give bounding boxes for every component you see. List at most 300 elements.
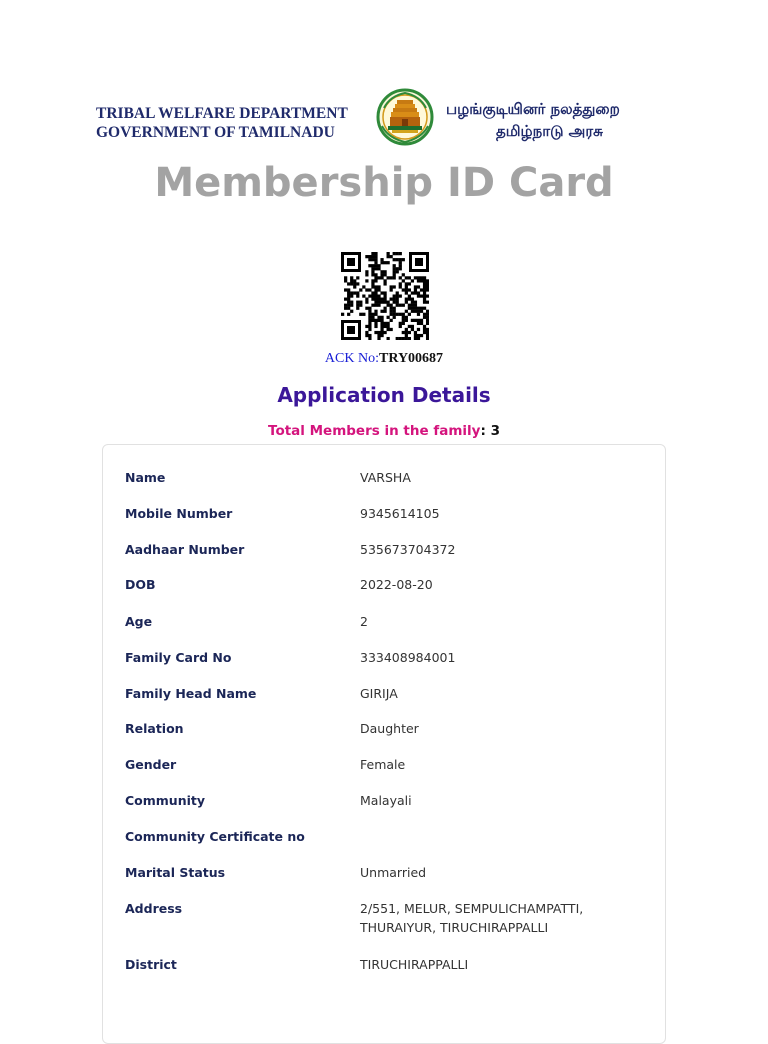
- qr-module: [426, 316, 429, 319]
- qr-module: [344, 304, 347, 307]
- qr-module: [399, 264, 402, 267]
- qr-module: [426, 313, 429, 316]
- qr-module: [423, 288, 426, 291]
- qr-module: [414, 285, 417, 288]
- detail-value: Unmarried: [360, 865, 427, 880]
- qr-module: [405, 288, 408, 291]
- qr-module: [371, 285, 374, 288]
- qr-module: [414, 291, 417, 294]
- qr-module: [399, 252, 402, 255]
- qr-module: [383, 307, 386, 310]
- detail-label: Name: [125, 470, 166, 485]
- qr-module: [350, 291, 353, 294]
- qr-module: [377, 294, 380, 297]
- qr-module: [390, 328, 393, 331]
- detail-value: 2022-08-20: [360, 577, 433, 592]
- qr-module: [405, 310, 408, 313]
- qr-module: [393, 316, 396, 319]
- qr-module: [374, 273, 377, 276]
- detail-value: 2: [360, 614, 368, 629]
- qr-module: [374, 291, 377, 294]
- qr-module: [396, 304, 399, 307]
- qr-module: [426, 319, 429, 322]
- qr-module: [423, 313, 426, 316]
- qr-module: [368, 313, 371, 316]
- qr-module: [426, 301, 429, 304]
- qr-module: [411, 304, 414, 307]
- qr-module: [399, 294, 402, 297]
- qr-module: [402, 304, 405, 307]
- qr-module: [390, 276, 393, 279]
- qr-module: [405, 276, 408, 279]
- qr-module: [374, 325, 377, 328]
- qr-module: [426, 282, 429, 285]
- qr-module: [377, 285, 380, 288]
- qr-module: [374, 285, 377, 288]
- qr-module: [405, 319, 408, 322]
- qr-module: [371, 255, 374, 258]
- qr-module: [368, 288, 371, 291]
- qr-module: [380, 334, 383, 337]
- qr-module: [344, 298, 347, 301]
- detail-label: DOB: [125, 577, 156, 592]
- qr-module: [365, 331, 368, 334]
- qr-module: [347, 288, 350, 291]
- qr-module: [365, 273, 368, 276]
- qr-module: [374, 319, 377, 322]
- qr-module: [350, 282, 353, 285]
- qr-module: [402, 322, 405, 325]
- qr-module: [426, 285, 429, 288]
- qr-module: [374, 264, 377, 267]
- application-details-heading: Application Details: [277, 383, 491, 407]
- tamilnadu-emblem-icon: [376, 86, 434, 148]
- detail-label: Address: [125, 901, 183, 916]
- qr-module: [374, 258, 377, 261]
- qr-module: [374, 276, 377, 279]
- qr-module: [393, 264, 396, 267]
- qr-module: [396, 313, 399, 316]
- qr-module: [371, 258, 374, 261]
- qr-module: [380, 328, 383, 331]
- qr-module: [368, 258, 371, 261]
- qr-module: [387, 301, 390, 304]
- qr-module: [402, 331, 405, 334]
- qr-code-icon: [341, 252, 429, 340]
- qr-module: [387, 261, 390, 264]
- qr-module: [405, 285, 408, 288]
- qr-module: [408, 298, 411, 301]
- qr-module: [414, 331, 417, 334]
- qr-module: [347, 304, 350, 307]
- qr-module: [396, 252, 399, 255]
- qr-module: [417, 276, 420, 279]
- qr-module: [393, 258, 396, 261]
- qr-module: [408, 294, 411, 297]
- qr-module: [405, 291, 408, 294]
- qr-module: [365, 270, 368, 273]
- qr-module: [393, 313, 396, 316]
- qr-module: [353, 282, 356, 285]
- qr-module: [371, 270, 374, 273]
- qr-module: [399, 325, 402, 328]
- qr-module: [417, 310, 420, 313]
- qr-module: [383, 270, 386, 273]
- qr-module: [402, 316, 405, 319]
- qr-module: [383, 325, 386, 328]
- qr-module: [380, 331, 383, 334]
- qr-module: [402, 288, 405, 291]
- qr-module: [377, 276, 380, 279]
- qr-module: [380, 270, 383, 273]
- qr-module: [390, 310, 393, 313]
- qr-module: [362, 294, 365, 297]
- department-line: TRIBAL WELFARE DEPARTMENT: [96, 105, 348, 122]
- qr-module: [423, 282, 426, 285]
- qr-module: [380, 273, 383, 276]
- qr-module: [402, 319, 405, 322]
- qr-module: [377, 304, 380, 307]
- total-members: [0, 423, 768, 439]
- qr-module: [417, 291, 420, 294]
- qr-module: [405, 331, 408, 334]
- qr-module: [393, 285, 396, 288]
- qr-module: [405, 337, 408, 340]
- qr-module: [344, 279, 347, 282]
- detail-value: GIRIJA: [360, 686, 398, 701]
- qr-module: [344, 288, 347, 291]
- qr-module: [417, 313, 420, 316]
- qr-module: [362, 285, 365, 288]
- qr-module: [374, 294, 377, 297]
- qr-module: [374, 331, 377, 334]
- detail-value: Daughter: [360, 721, 419, 736]
- qr-module: [399, 276, 402, 279]
- qr-module: [390, 313, 393, 316]
- qr-module: [423, 328, 426, 331]
- qr-module: [380, 258, 383, 261]
- qr-module: [356, 291, 359, 294]
- qr-module: [399, 258, 402, 261]
- qr-module: [380, 291, 383, 294]
- qr-module: [359, 288, 362, 291]
- qr-module: [371, 279, 374, 282]
- qr-module: [356, 282, 359, 285]
- qr-module: [371, 304, 374, 307]
- qr-module: [356, 304, 359, 307]
- detail-label: Aadhaar Number: [125, 542, 245, 557]
- qr-module: [399, 322, 402, 325]
- qr-module: [377, 337, 380, 340]
- qr-module: [423, 307, 426, 310]
- qr-module: [414, 304, 417, 307]
- qr-module: [426, 337, 429, 340]
- qr-module: [414, 319, 417, 322]
- qr-module: [426, 279, 429, 282]
- qr-module: [399, 304, 402, 307]
- qr-module: [420, 307, 423, 310]
- department-name-english: [96, 104, 368, 142]
- qr-module: [371, 252, 374, 255]
- qr-module: [353, 291, 356, 294]
- qr-module: [393, 273, 396, 276]
- qr-module: [359, 301, 362, 304]
- qr-module: [423, 294, 426, 297]
- qr-module: [371, 267, 374, 270]
- qr-module: [390, 255, 393, 258]
- qr-module: [396, 337, 399, 340]
- qr-module: [368, 316, 371, 319]
- qr-module: [359, 304, 362, 307]
- qr-module: [411, 310, 414, 313]
- qr-module: [396, 294, 399, 297]
- qr-module: [359, 313, 362, 316]
- qr-module: [377, 301, 380, 304]
- detail-value: VARSHA: [360, 470, 411, 485]
- details-card: [102, 444, 666, 1044]
- qr-module: [380, 310, 383, 313]
- qr-module: [390, 298, 393, 301]
- qr-module: [387, 337, 390, 340]
- qr-module: [393, 298, 396, 301]
- qr-module: [390, 288, 393, 291]
- qr-module: [365, 288, 368, 291]
- qr-module: [417, 285, 420, 288]
- qr-module: [426, 334, 429, 337]
- department-line-tamil: பழங்குடியினர் நலத்துறை: [446, 100, 620, 118]
- qr-module: [347, 313, 350, 316]
- qr-module: [347, 294, 350, 297]
- qr-module: [374, 279, 377, 282]
- qr-module: [374, 261, 377, 264]
- qr-module: [387, 322, 390, 325]
- government-line-tamil: தமிழ்நாடு அரசு: [496, 122, 603, 140]
- qr-module: [380, 301, 383, 304]
- ack-value: TRY00687: [378, 351, 444, 366]
- government-line: GOVERNMENT OF TAMILNADU: [96, 124, 335, 141]
- qr-module: [368, 328, 371, 331]
- qr-module: [353, 285, 356, 288]
- qr-module: [368, 307, 371, 310]
- qr-module: [423, 285, 426, 288]
- qr-module: [383, 294, 386, 297]
- qr-module: [402, 337, 405, 340]
- qr-module: [393, 267, 396, 270]
- qr-module: [374, 267, 377, 270]
- qr-module: [387, 255, 390, 258]
- qr-module: [393, 301, 396, 304]
- qr-module: [356, 307, 359, 310]
- qr-module: [377, 334, 380, 337]
- detail-label: Age: [125, 614, 153, 629]
- qr-module: [383, 279, 386, 282]
- qr-module: [405, 328, 408, 331]
- qr-module: [374, 298, 377, 301]
- detail-label: Family Head Name: [125, 686, 257, 701]
- qr-module: [374, 322, 377, 325]
- qr-module: [417, 279, 420, 282]
- qr-module: [377, 331, 380, 334]
- qr-module: [383, 322, 386, 325]
- qr-module: [344, 276, 347, 279]
- qr-module: [380, 319, 383, 322]
- detail-value: 535673704372: [360, 542, 456, 557]
- qr-module: [414, 334, 417, 337]
- qr-module: [393, 294, 396, 297]
- qr-module: [387, 325, 390, 328]
- qr-module: [374, 313, 377, 316]
- qr-module: [411, 279, 414, 282]
- qr-module: [408, 304, 411, 307]
- qr-module: [347, 291, 350, 294]
- qr-module: [402, 313, 405, 316]
- qr-module: [368, 319, 371, 322]
- qr-module: [408, 313, 411, 316]
- qr-module: [414, 337, 417, 340]
- qr-module: [380, 261, 383, 264]
- qr-module: [368, 255, 371, 258]
- qr-module: [383, 298, 386, 301]
- qr-module: [426, 310, 429, 313]
- qr-module: [390, 304, 393, 307]
- qr-module: [362, 313, 365, 316]
- qr-module: [411, 328, 414, 331]
- qr-module: [350, 301, 353, 304]
- qr-module: [399, 267, 402, 270]
- qr-module: [405, 301, 408, 304]
- qr-module: [368, 322, 371, 325]
- qr-module: [387, 252, 390, 255]
- qr-module: [371, 294, 374, 297]
- qr-module: [347, 307, 350, 310]
- qr-module: [374, 288, 377, 291]
- qr-module: [426, 294, 429, 297]
- qr-module: [356, 294, 359, 297]
- detail-label: Marital Status: [125, 865, 226, 880]
- qr-module: [393, 307, 396, 310]
- qr-module: [377, 298, 380, 301]
- qr-module: [396, 258, 399, 261]
- qr-module: [399, 337, 402, 340]
- qr-module: [411, 307, 414, 310]
- qr-module: [414, 310, 417, 313]
- qr-module: [399, 285, 402, 288]
- qr-module: [347, 298, 350, 301]
- qr-module: [408, 307, 411, 310]
- qr-module: [374, 255, 377, 258]
- qr-module: [371, 273, 374, 276]
- qr-module: [350, 304, 353, 307]
- qr-module: [426, 328, 429, 331]
- department-name-tamil: [446, 98, 686, 142]
- qr-module: [383, 273, 386, 276]
- qr-module: [408, 331, 411, 334]
- qr-module: [387, 328, 390, 331]
- detail-label: Mobile Number: [125, 506, 233, 521]
- qr-module: [371, 291, 374, 294]
- qr-module: [399, 282, 402, 285]
- qr-module: [383, 291, 386, 294]
- qr-module: [365, 334, 368, 337]
- qr-module: [383, 301, 386, 304]
- qr-module: [426, 331, 429, 334]
- qr-module: [368, 264, 371, 267]
- qr-module: [393, 310, 396, 313]
- qr-module: [380, 316, 383, 319]
- qr-module: [387, 316, 390, 319]
- qr-module: [399, 261, 402, 264]
- qr-module: [371, 316, 374, 319]
- detail-label: Family Card No: [125, 650, 232, 665]
- qr-module: [356, 276, 359, 279]
- qr-module: [347, 301, 350, 304]
- qr-module: [396, 298, 399, 301]
- qr-module: [377, 288, 380, 291]
- qr-module: [353, 279, 356, 282]
- acknowledgement-number: [0, 351, 768, 367]
- qr-module: [377, 316, 380, 319]
- total-members-separator: :: [480, 423, 491, 439]
- qr-module: [417, 328, 420, 331]
- qr-module: [423, 291, 426, 294]
- qr-module: [420, 310, 423, 313]
- qr-module: [423, 301, 426, 304]
- total-members-label: Total Members in the family: [268, 423, 481, 439]
- qr-module: [380, 276, 383, 279]
- qr-module: [374, 252, 377, 255]
- detail-value: 9345614105: [360, 506, 440, 521]
- qr-module: [393, 252, 396, 255]
- qr-module: [347, 282, 350, 285]
- qr-module: [371, 264, 374, 267]
- qr-module: [420, 322, 423, 325]
- qr-module: [408, 325, 411, 328]
- detail-value: Malayali: [360, 793, 412, 808]
- qr-module: [356, 301, 359, 304]
- qr-module: [350, 310, 353, 313]
- ack-label: ACK No:: [324, 351, 379, 366]
- detail-value: 2/551, MELUR, SEMPULICHAMPATTI, THURAIYUR, TIRUCHIRAPPALLI: [360, 901, 584, 935]
- qr-module: [408, 276, 411, 279]
- qr-module: [371, 319, 374, 322]
- qr-module: [396, 301, 399, 304]
- qr-module: [365, 279, 368, 282]
- qr-module: [426, 288, 429, 291]
- qr-module: [414, 288, 417, 291]
- detail-label: Gender: [125, 757, 177, 772]
- detail-value: Female: [360, 757, 406, 772]
- qr-module: [350, 279, 353, 282]
- qr-module: [417, 307, 420, 310]
- qr-module: [396, 270, 399, 273]
- qr-module: [423, 331, 426, 334]
- qr-module: [365, 307, 368, 310]
- qr-module: [417, 337, 420, 340]
- qr-module: [423, 325, 426, 328]
- qr-module: [420, 279, 423, 282]
- qr-module: [405, 282, 408, 285]
- page-header: [0, 84, 768, 150]
- detail-value: 333408984001: [360, 650, 456, 665]
- detail-label: District: [125, 957, 177, 972]
- qr-module: [368, 337, 371, 340]
- qr-module: [402, 258, 405, 261]
- qr-module: [414, 276, 417, 279]
- qr-module: [411, 325, 414, 328]
- qr-module: [365, 298, 368, 301]
- qr-module: [350, 294, 353, 297]
- qr-module: [408, 337, 411, 340]
